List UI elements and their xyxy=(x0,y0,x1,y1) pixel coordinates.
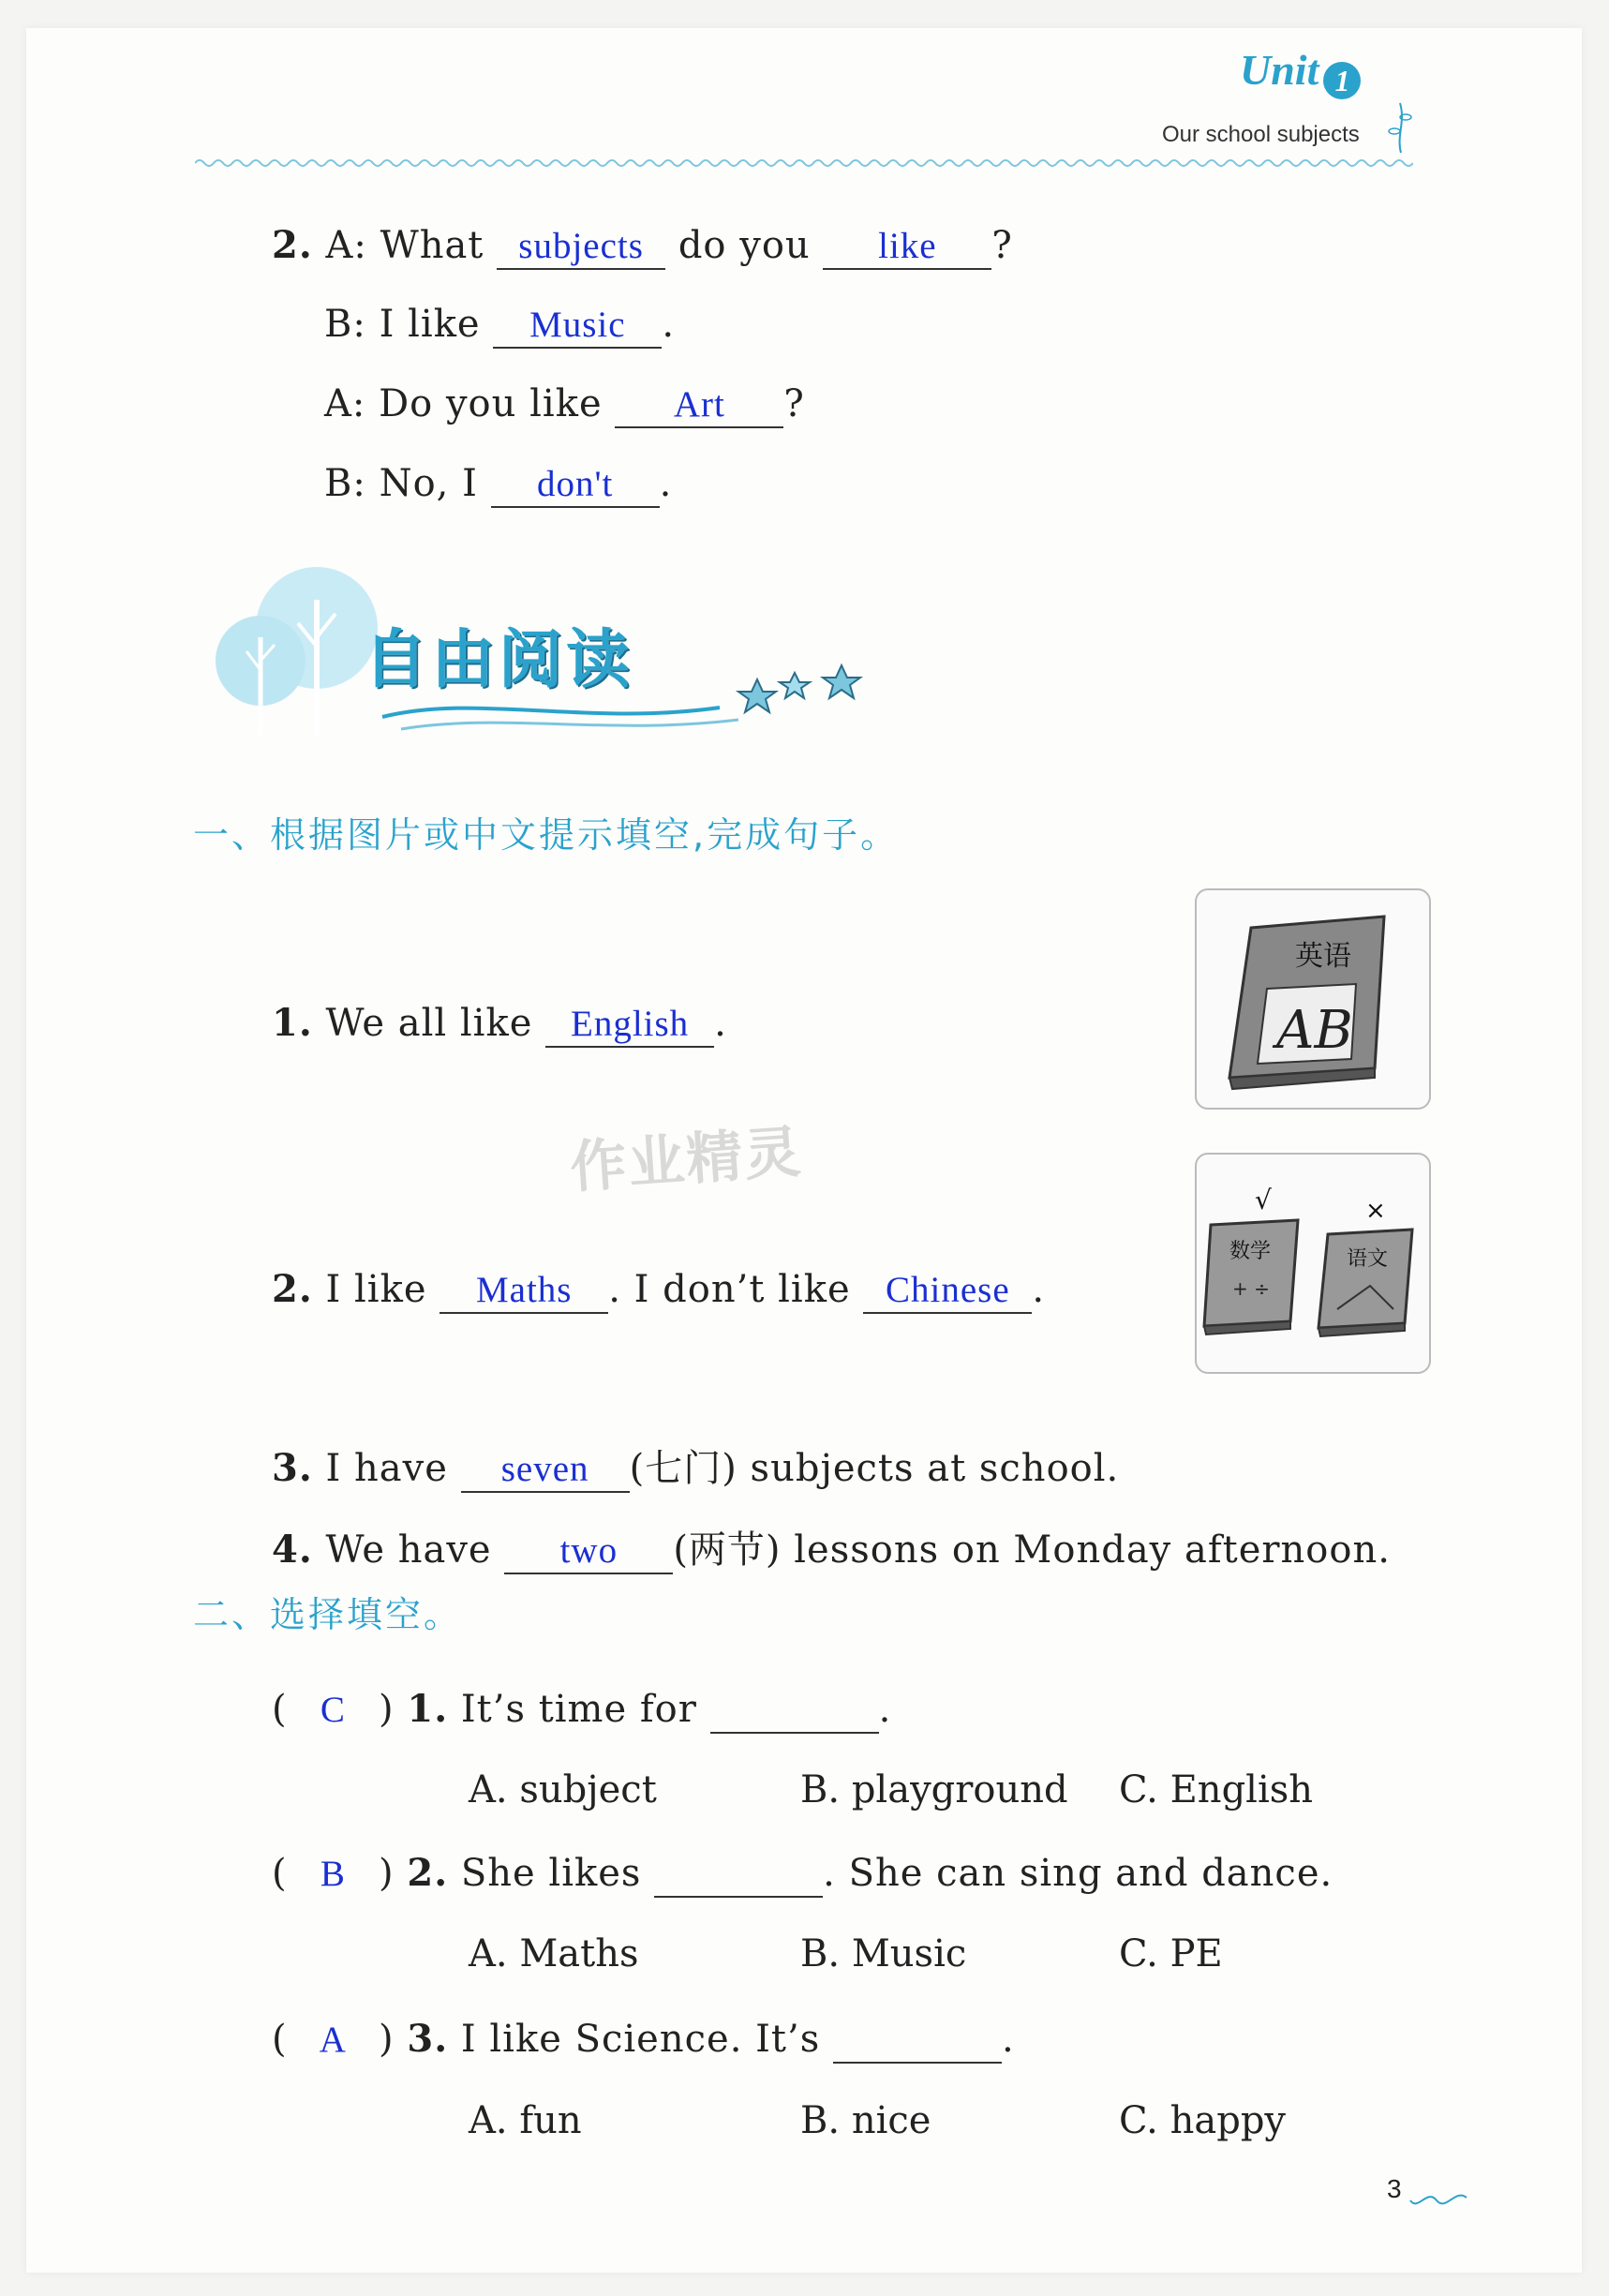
hint-text: (七门) xyxy=(629,1447,737,1490)
punctuation: ? xyxy=(991,224,1013,267)
book1-title-text: 数学 xyxy=(1229,1240,1272,1263)
option-c: C. happy xyxy=(1119,2099,1287,2142)
text: . xyxy=(878,1688,892,1731)
page-number: 3 xyxy=(1387,2174,1402,2203)
leaf-decoration-icon xyxy=(1387,98,1415,155)
answer-blank xyxy=(461,1450,630,1493)
unit-header xyxy=(1240,45,1361,99)
text: I have xyxy=(325,1447,448,1490)
answer-text: Chinese xyxy=(886,1270,1010,1310)
answer-blank xyxy=(710,1691,879,1734)
option-b: B. playground xyxy=(800,1768,1068,1811)
option-b: B. Music xyxy=(800,1932,967,1975)
choice-answer: A xyxy=(319,2020,347,2060)
part2-question-3: ( A ) 3. I like Science. It’s . xyxy=(272,2017,1015,2064)
choice-answer: C xyxy=(320,1690,346,1730)
book-letters-text: AB xyxy=(1276,1000,1353,1061)
answer-blank xyxy=(615,385,783,428)
part2-question-2: ( B ) 2. She likes . She can sing and dance. xyxy=(272,1851,1333,1898)
text: . She can sing and dance. xyxy=(823,1852,1333,1895)
text: We all like xyxy=(325,1002,533,1045)
book2-title-text: 语文 xyxy=(1347,1247,1389,1271)
part2-question-1: ( C ) 1. It’s time for . xyxy=(272,1687,891,1734)
unit-word: Unit xyxy=(1240,46,1319,94)
answer-text: Art xyxy=(673,384,725,425)
text: lessons on Monday afternoon. xyxy=(794,1528,1391,1572)
text: . I don’t like xyxy=(608,1268,851,1311)
part1-item-1 xyxy=(272,1001,727,1048)
answer-text: English xyxy=(571,1004,690,1044)
part1-item-2 xyxy=(272,1267,1045,1314)
page-number-swirl-icon xyxy=(1408,2184,1474,2212)
speaker: B: xyxy=(324,462,366,505)
english-book-picture xyxy=(1195,888,1431,1110)
speaker: A: xyxy=(325,224,367,267)
option-c: C. English xyxy=(1119,1768,1314,1811)
option-a: A. fun xyxy=(469,2099,582,2142)
part2-title: 二、选择填空。 xyxy=(193,1594,463,1635)
watermark: 作业精灵 xyxy=(568,1119,805,1201)
text: No, I xyxy=(379,462,478,505)
unit-number-badge xyxy=(1323,62,1361,99)
question-number: 1. xyxy=(407,1687,449,1731)
book-title-text: 英语 xyxy=(1295,940,1351,973)
dialogue-line-4 xyxy=(324,462,672,508)
answer-text: subjects xyxy=(518,226,644,266)
unit-number: 1 xyxy=(1334,63,1350,97)
answer-blank xyxy=(504,1531,673,1574)
punctuation: ? xyxy=(783,382,805,425)
text: do you xyxy=(678,224,811,267)
dialogue-line-1 xyxy=(272,223,1013,270)
part1-title: 一、根据图片或中文提示填空,完成句子。 xyxy=(193,814,900,856)
text: . xyxy=(1001,2018,1015,2061)
dialogue-line-2 xyxy=(324,303,675,349)
section-banner-title: 自由阅读 xyxy=(364,623,634,697)
answer-text: Music xyxy=(529,305,626,345)
svg-text:+ ÷: + ÷ xyxy=(1232,1277,1270,1300)
hint-text: (两节) xyxy=(673,1528,782,1572)
text: It’s time for xyxy=(460,1688,697,1731)
answer-text: seven xyxy=(500,1449,589,1489)
answer-text: two xyxy=(559,1530,618,1571)
part1-item-4 xyxy=(272,1520,1391,1574)
answer-text: Maths xyxy=(475,1270,573,1310)
question-number: 4. xyxy=(272,1528,313,1572)
part1-item-3 xyxy=(272,1439,1119,1493)
choice-answer: B xyxy=(320,1854,346,1894)
option-c: C. PE xyxy=(1119,1932,1223,1975)
answer-blank xyxy=(493,306,662,349)
question-number: 2. xyxy=(407,1851,449,1895)
answer-text: don't xyxy=(536,464,614,504)
text: I like xyxy=(325,1268,427,1311)
question-number: 1. xyxy=(272,1001,313,1045)
punctuation: . xyxy=(659,462,673,505)
answer-text: like xyxy=(878,226,937,266)
unit-subtitle: Our school subjects xyxy=(1162,122,1360,147)
answer-blank xyxy=(497,227,665,270)
answer-blank xyxy=(863,1271,1032,1314)
header-wavy-divider xyxy=(195,157,1413,169)
question-number: 3. xyxy=(272,1446,313,1490)
answer-blank xyxy=(833,2020,1002,2064)
question-number: 2. xyxy=(272,1267,313,1311)
cross-mark: × xyxy=(1365,1197,1386,1225)
maths-chinese-books-picture xyxy=(1195,1153,1431,1374)
option-a: A. Maths xyxy=(469,1932,639,1975)
worksheet-page xyxy=(26,28,1582,2273)
punctuation: . xyxy=(662,303,676,346)
question-number: 2. xyxy=(272,223,313,267)
answer-blank xyxy=(545,1005,714,1048)
answer-blank xyxy=(491,465,660,508)
text: We have xyxy=(325,1528,492,1572)
question-number: 3. xyxy=(407,2017,449,2061)
dialogue-line-3 xyxy=(324,382,805,428)
check-mark: √ xyxy=(1255,1185,1272,1215)
punctuation: . xyxy=(714,1002,727,1045)
punctuation: . xyxy=(1032,1268,1046,1311)
answer-blank xyxy=(439,1271,608,1314)
answer-blank xyxy=(654,1855,823,1898)
english-book-icon xyxy=(1197,890,1429,1108)
text: subjects at school. xyxy=(750,1447,1120,1490)
text: What xyxy=(380,224,484,267)
speaker: B: xyxy=(324,303,366,346)
option-a: A. subject xyxy=(469,1768,657,1811)
text: She likes xyxy=(460,1852,642,1895)
text: Do you like xyxy=(379,382,603,425)
answer-blank xyxy=(823,227,991,270)
text: I like Science. It’s xyxy=(460,2018,821,2061)
books-icon xyxy=(1197,1155,1429,1372)
option-b: B. nice xyxy=(800,2099,931,2142)
speaker: A: xyxy=(324,382,366,425)
text: I like xyxy=(379,303,481,346)
